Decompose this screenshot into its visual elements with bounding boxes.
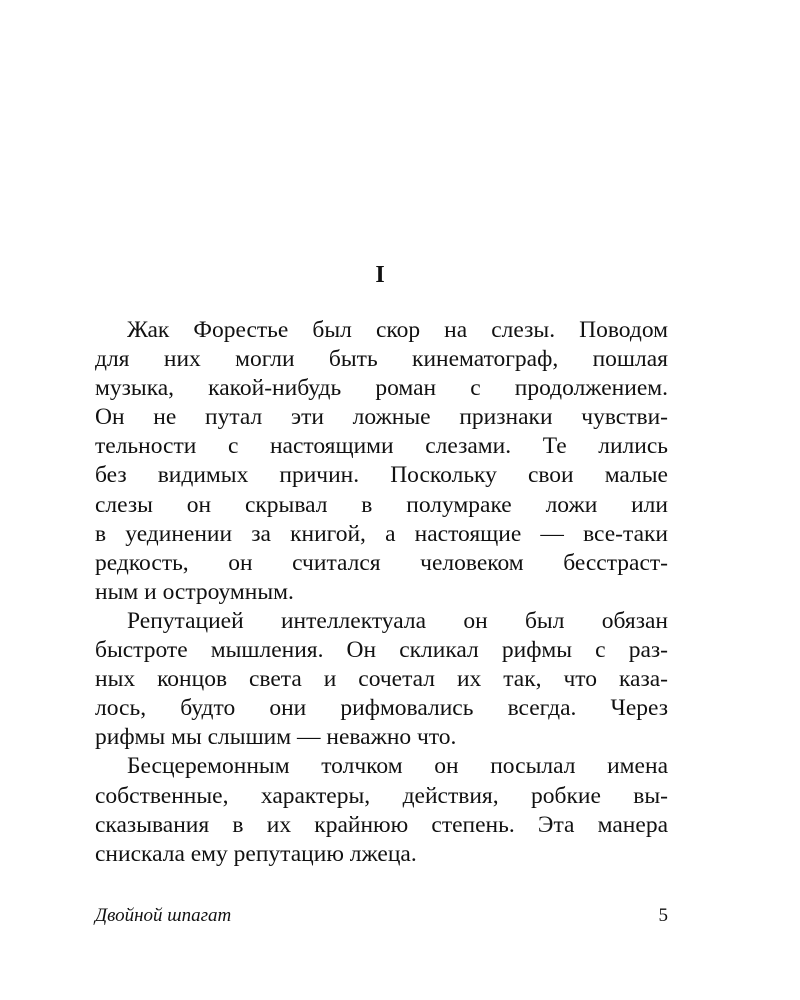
chapter-numeral: I: [375, 262, 385, 288]
text-line: ных концов света и сочетал их так, что каза-: [95, 666, 668, 693]
text-line: для них могли быть кинематограф, пошлая: [95, 346, 668, 373]
text-line: снискала ему репутацию лжеца.: [95, 840, 417, 867]
text-line: быстроте мышления. Он скликал рифмы с раз-: [95, 637, 668, 664]
text-line: Бесцеремонным толчком он посылал имена: [127, 753, 668, 780]
text-line: Репутацией интеллектуала он был обязан: [127, 607, 668, 634]
text-line: рифмы мы слышим — неважно что.: [95, 724, 457, 751]
paragraph-3: [95, 752, 668, 868]
paragraph-2: [95, 607, 668, 752]
paragraph-1: [95, 316, 668, 607]
text-line: собственные, характеры, действия, робкие вы-: [95, 782, 668, 809]
text-line: тельности с настоящими слезами. Те лились: [95, 433, 668, 460]
text-line: без видимых причин. Поскольку свои малые: [95, 462, 668, 489]
text-line: музыка, какой-нибудь роман с продолжением.: [95, 375, 668, 402]
text-line: редкость, он считался человеком бесстраст-: [95, 549, 668, 576]
text-line: сказывания в их крайнюю степень. Эта манера: [95, 811, 668, 838]
text-line: Он не путал эти ложные признаки чувстви-: [95, 404, 668, 431]
body-text: [95, 316, 668, 869]
text-line: слезы он скрывал в полумраке ложи или: [95, 491, 668, 518]
running-title: Двойной шпагат: [95, 905, 232, 926]
text-line: ным и остроумным.: [95, 578, 294, 605]
page-number: 5: [658, 905, 668, 926]
text-line: лось, будто они рифмовались всегда. Через: [95, 695, 668, 722]
text-line: Жак Форестье был скор на слезы. Поводом: [127, 317, 668, 343]
text-line: в уединении за книгой, а настоящие — все-таки: [95, 520, 668, 547]
